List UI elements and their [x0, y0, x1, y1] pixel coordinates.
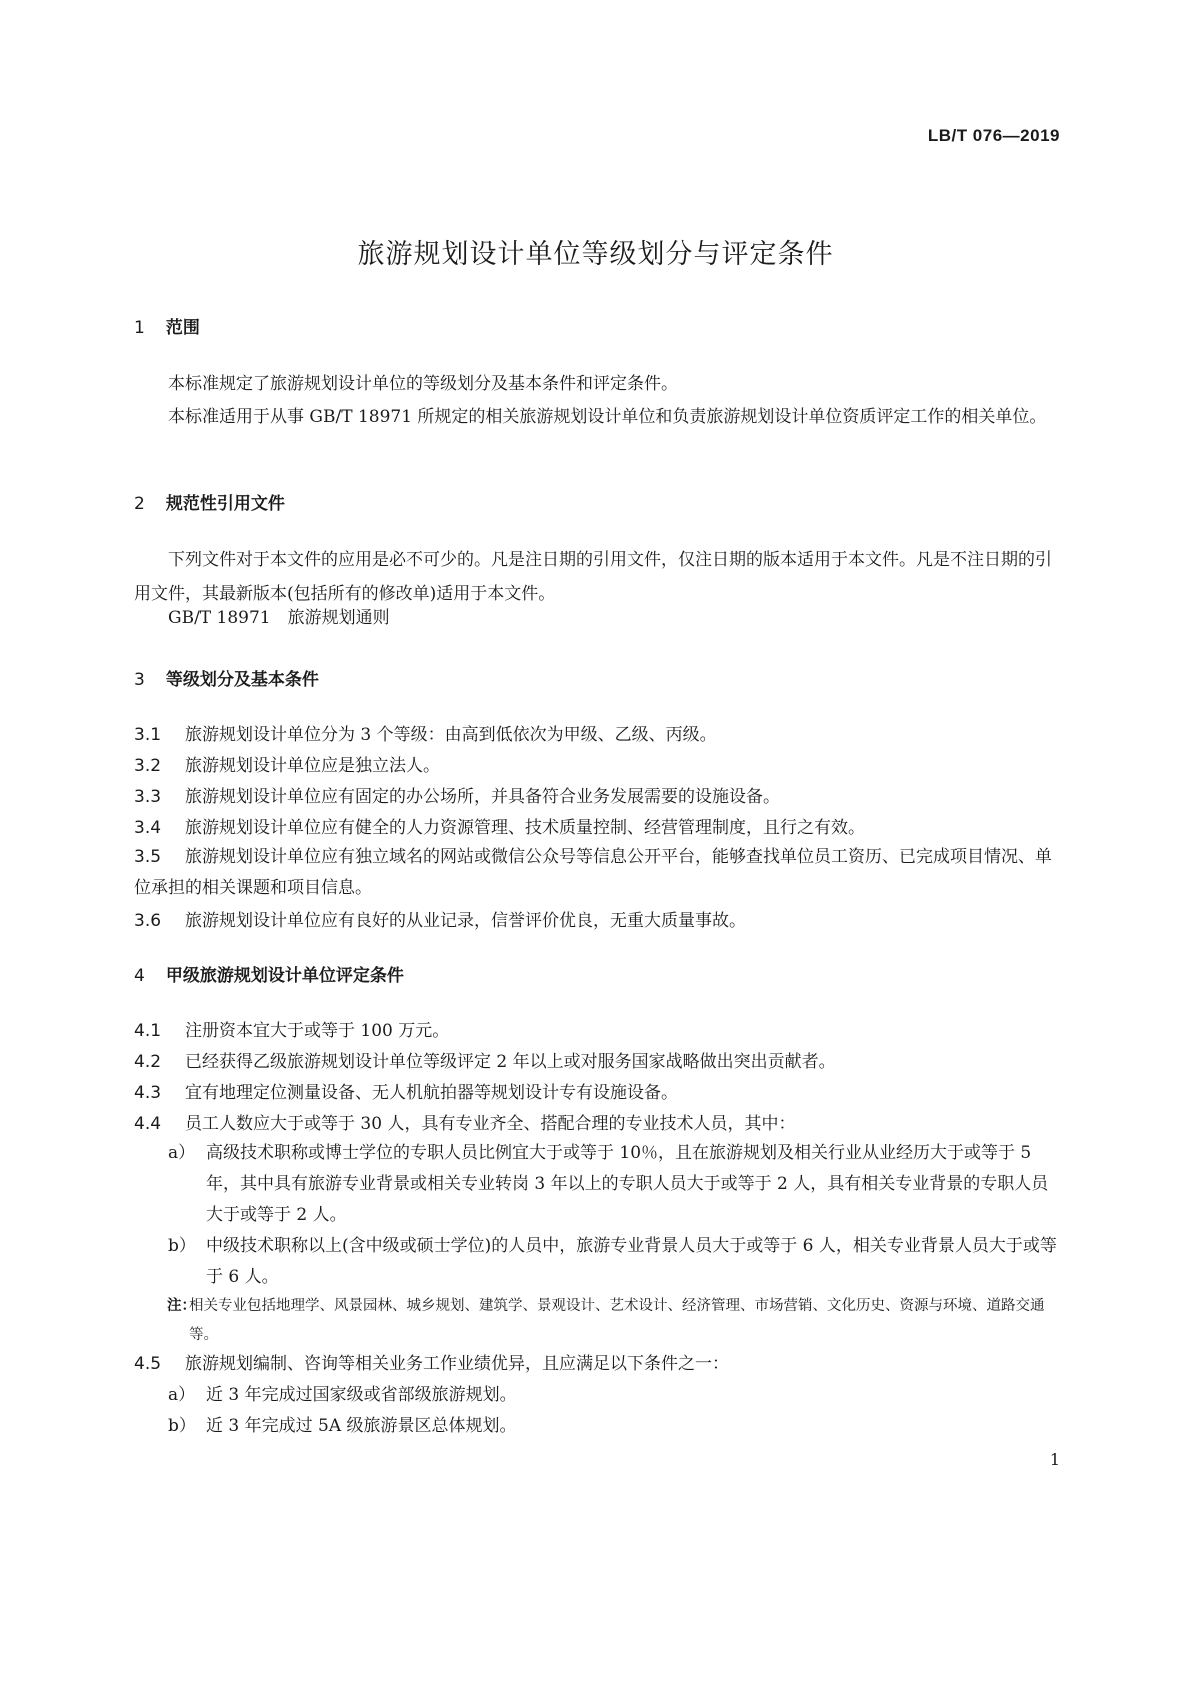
- clause-text: 宜有地理定位测量设备、无人机航拍器等规划设计专有设施设备。: [185, 1083, 678, 1103]
- clause-text: 旅游规划编制、咨询等相关业务工作业绩优异，且应满足以下条件之一：: [185, 1354, 729, 1374]
- clause-text: 注册资本宜大于或等于 100 万元。: [185, 1021, 450, 1041]
- clause-number: 4.5: [134, 1354, 162, 1374]
- clause-item: [134, 904, 1061, 938]
- clause-item: [134, 1347, 1061, 1381]
- clause-number: 4.2: [134, 1052, 162, 1072]
- clause-number: 3.2: [134, 756, 162, 776]
- clause-text: 旅游规划设计单位应是独立法人。: [185, 756, 440, 776]
- section-4-heading: [134, 961, 404, 986]
- clause-text: 旅游规划设计单位分为 3 个等级：由高到低依次为甲级、乙级、丙级。: [185, 725, 717, 745]
- sub-item-label: a）: [168, 1385, 196, 1405]
- clause-item: [134, 749, 1061, 783]
- paragraph: 下列文件对于本文件的应用是必不可少的。凡是注日期的引用文件，仅注日期的版本适用于本文件。凡是不注日期的引用文件，其最新版本(包括所有的修改单)适用于本文件。: [134, 550, 1052, 604]
- sub-item-text: 高级技术职称或博士学位的专职人员比例宜大于或等于 10％，且在旅游规划及相关行业从业经历大于或等于 5 年，其中具有旅游专业背景或相关专业转岗 3 年以上的专职人员大于或等于 2 人，具有相关专业背景的专职人员大于或等于 2 人。: [206, 1143, 1049, 1225]
- document-title: 旅游规划设计单位等级划分与评定条件: [357, 239, 834, 270]
- note-label: 注：: [167, 1298, 196, 1314]
- normative-reference: GB/T 18971 旅游规划通则: [168, 608, 390, 628]
- sub-item: [168, 1231, 1061, 1293]
- note: [167, 1292, 1061, 1350]
- paragraph: 本标准适用于从事 GB/T 18971 所规定的相关旅游规划设计单位和负责旅游规划设计单位资质评定工作的相关单位。: [168, 407, 1047, 427]
- clause-item: [134, 1107, 1061, 1141]
- sub-item-text: 近 3 年完成过国家级或省部级旅游规划。: [206, 1385, 517, 1405]
- clause-number: 3.3: [134, 787, 162, 807]
- clause-number: 4.3: [134, 1083, 162, 1103]
- clause-text: 旅游规划设计单位应有固定的办公场所，并具备符合业务发展需要的设施设备。: [185, 787, 780, 807]
- section-number: 2: [134, 494, 145, 514]
- clause-number: 3.1: [134, 725, 162, 745]
- clause-item: [134, 1045, 1061, 1079]
- clause-text: 旅游规划设计单位应有独立域名的网站或微信公众号等信息公开平台，能够查找单位员工资历、已完成项目情况、单位承担的相关课题和项目信息。: [134, 847, 1052, 898]
- sub-item-label: b）: [168, 1236, 196, 1256]
- sub-item-label: b）: [168, 1416, 196, 1436]
- sub-item-label: a）: [168, 1143, 196, 1163]
- section-title: 等级划分及基本条件: [165, 670, 319, 690]
- clause-item: [134, 811, 1061, 845]
- sub-item: [168, 1138, 1061, 1231]
- sub-item-text: 中级技术职称以上(含中级或硕士学位)的人员中，旅游专业背景人员大于或等于 6 人，相关专业背景人员大于或等于 6 人。: [206, 1236, 1057, 1287]
- clause-item: [134, 842, 1061, 904]
- note-text: 相关专业包括地理学、风景园林、城乡规划、建筑学、景观设计、艺术设计、经济管理、市场营销、文化历史、资源与环境、道路交通等。: [189, 1298, 1045, 1343]
- section-1-heading: [134, 313, 200, 338]
- clause-item: [134, 1076, 1061, 1110]
- section-number: 3: [134, 670, 145, 690]
- section-title: 甲级旅游规划设计单位评定条件: [165, 966, 404, 986]
- section-number: 1: [134, 318, 145, 338]
- section-number: 4: [134, 966, 145, 986]
- section-title: 范围: [165, 318, 200, 338]
- clause-text: 已经获得乙级旅游规划设计单位等级评定 2 年以上或对服务国家战略做出突出贡献者。: [185, 1052, 836, 1072]
- clause-text: 旅游规划设计单位应有健全的人力资源管理、技术质量控制、经营管理制度，且行之有效。: [185, 818, 865, 838]
- section-3-heading: [134, 665, 319, 690]
- section-title: 规范性引用文件: [165, 494, 285, 514]
- section-2-heading: [134, 489, 285, 514]
- clause-number: 4.4: [134, 1114, 162, 1134]
- clause-text: 员工人数应大于或等于 30 人，具有专业齐全、搭配合理的专业技术人员，其中：: [185, 1114, 796, 1134]
- sub-item: [168, 1378, 1061, 1412]
- sub-item-text: 近 3 年完成过 5A 级旅游景区总体规划。: [206, 1416, 517, 1436]
- clause-item: [134, 780, 1061, 814]
- clause-item: [134, 718, 1061, 752]
- sub-item: [168, 1409, 1061, 1443]
- clause-number: 3.6: [134, 911, 162, 931]
- paragraph: 本标准规定了旅游规划设计单位的等级划分及基本条件和评定条件。: [168, 374, 678, 394]
- clause-item: [134, 1014, 1061, 1048]
- page-number: 1: [1049, 1450, 1060, 1469]
- clause-number: 3.4: [134, 818, 162, 838]
- clause-number: 4.1: [134, 1021, 162, 1041]
- clause-number: 3.5: [134, 847, 162, 867]
- standard-code: LB/T 076—2019: [927, 126, 1060, 145]
- clause-text: 旅游规划设计单位应有良好的从业记录，信誉评价优良，无重大质量事故。: [185, 911, 746, 931]
